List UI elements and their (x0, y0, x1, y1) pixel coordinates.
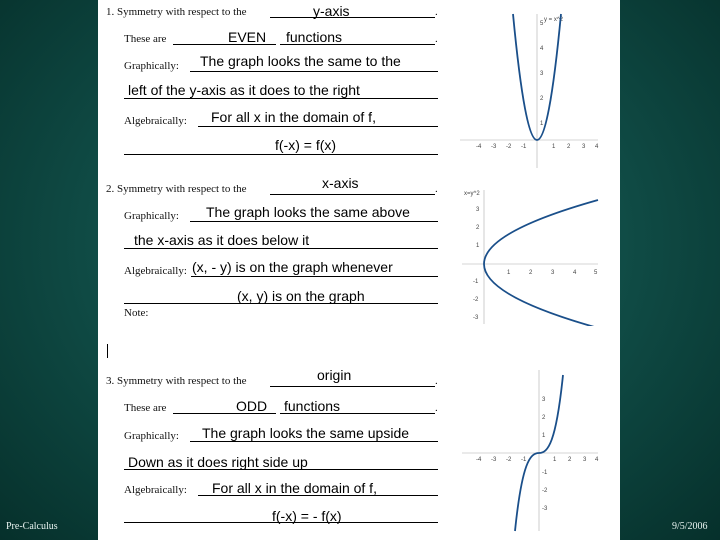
period: . (435, 402, 438, 414)
tick-y--1: -1 (542, 470, 548, 476)
tick-x-1: 1 (507, 270, 511, 276)
tick-x-2: 2 (568, 457, 572, 463)
answer-line (124, 98, 438, 99)
section3-heading-answer: origin (317, 367, 352, 383)
section1-heading: 1. Symmetry with respect to the (106, 6, 247, 18)
section2-heading-answer: x-axis (322, 175, 359, 191)
tick-x--3: -3 (491, 457, 497, 463)
section1-are-answer-1: EVEN (228, 29, 267, 45)
section3-are-answer-1: ODD (236, 398, 268, 414)
footer-course: Pre-Calculus (6, 521, 58, 532)
tick-y--2: -2 (542, 488, 548, 494)
answer-line (190, 441, 438, 442)
answer-line (270, 194, 435, 195)
section1-graphically-line1: The graph looks the same to the (200, 53, 401, 69)
tick-y-2: 2 (476, 225, 480, 231)
tick-x-4: 4 (573, 270, 577, 276)
answer-line (198, 126, 438, 127)
section1-algebraically-line2: f(-x) = f(x) (275, 137, 337, 153)
tick-x-4: 4 (595, 457, 599, 463)
tick-y--3: -3 (542, 506, 548, 512)
tick-x--1: -1 (521, 144, 527, 150)
answer-line (124, 154, 438, 155)
answer-line (190, 221, 438, 222)
parabola-graph (458, 12, 600, 170)
tick-x-4: 4 (595, 144, 599, 150)
tick-x--1: -1 (521, 457, 527, 463)
tick-x-1: 1 (552, 144, 556, 150)
tick-x-1: 1 (553, 457, 557, 463)
tick-x-2: 2 (567, 144, 571, 150)
section3-algebraically-line1: For all x in the domain of f, (212, 480, 377, 496)
answer-line (270, 17, 435, 18)
worksheet-page (98, 0, 620, 540)
section2-note-label: Note: (124, 307, 149, 319)
graph-title: x=y^2 (464, 191, 480, 197)
section1-graphically-line2: left of the y-axis as it does to the right (128, 82, 360, 98)
section2-algebraically-line2: (x, y) is on the graph (237, 288, 365, 304)
tick-x-3: 3 (551, 270, 555, 276)
answer-line (190, 71, 438, 72)
tick-y--3: -3 (473, 315, 479, 321)
tick-y-5: 5 (540, 21, 544, 27)
tick-y-3: 3 (476, 207, 480, 213)
tick-x--2: -2 (506, 457, 512, 463)
tick-x-5: 5 (594, 270, 598, 276)
tick-x-2: 2 (529, 270, 533, 276)
section2-graphically-label: Graphically: (124, 210, 179, 222)
period: . (435, 375, 438, 387)
tick-x--3: -3 (491, 144, 497, 150)
tick-y--2: -2 (473, 297, 479, 303)
tick-x--2: -2 (506, 144, 512, 150)
section3-algebraically-label: Algebraically: (124, 484, 187, 496)
footer-date: 9/5/2006 (672, 521, 708, 532)
section3-graphically-line1: The graph looks the same upside (202, 425, 410, 441)
tick-y-4: 4 (540, 46, 544, 52)
text-cursor (107, 344, 108, 358)
section3-graphically-line2: Down as it does right side up (128, 454, 308, 470)
answer-line (191, 276, 438, 277)
tick-y-1: 1 (540, 121, 544, 127)
section1-graphically-label: Graphically: (124, 60, 179, 72)
tick-x--4: -4 (476, 144, 482, 150)
tick-y-2: 2 (540, 96, 544, 102)
answer-line (124, 248, 438, 249)
section3-algebraically-line2: f(-x) = - f(x) (272, 508, 342, 524)
period: . (435, 33, 438, 45)
section1-are-label: These are (124, 33, 167, 45)
section2-graphically-line2: the x-axis as it does below it (134, 232, 310, 248)
tick-x-3: 3 (582, 144, 586, 150)
cubic-graph (460, 368, 600, 533)
tick-y--1: -1 (473, 279, 479, 285)
section1-heading-answer: y-axis (313, 3, 350, 19)
tick-x-3: 3 (583, 457, 587, 463)
section2-heading: 2. Symmetry with respect to the (106, 183, 247, 195)
tick-y-2: 2 (542, 415, 546, 421)
period: . (435, 6, 438, 18)
tick-y-1: 1 (542, 433, 546, 439)
section1-are-answer-2: functions (286, 29, 343, 45)
section1-algebraically-line1: For all x in the domain of f, (211, 109, 376, 125)
section3-heading: 3. Symmetry with respect to the (106, 375, 247, 387)
section3-are-label: These are (124, 402, 167, 414)
sideways-parabola-graph (460, 188, 600, 326)
section3-are-answer-2: functions (284, 398, 341, 414)
answer-line (270, 386, 435, 387)
section3-graphically-label: Graphically: (124, 430, 179, 442)
sideways-parabola-curve (484, 200, 598, 326)
tick-y-3: 3 (540, 71, 544, 77)
section2-algebraically-line1: (x, - y) is on the graph whenever (192, 259, 393, 275)
tick-y-1: 1 (476, 243, 480, 249)
tick-y-3: 3 (542, 397, 546, 403)
period: . (435, 183, 438, 195)
section1-algebraically-label: Algebraically: (124, 115, 187, 127)
section2-graphically-line1: The graph looks the same above (206, 204, 410, 220)
section2-algebraically-label: Algebraically: (124, 265, 187, 277)
graph-title: y = x^2 (544, 17, 563, 23)
tick-x--4: -4 (476, 457, 482, 463)
